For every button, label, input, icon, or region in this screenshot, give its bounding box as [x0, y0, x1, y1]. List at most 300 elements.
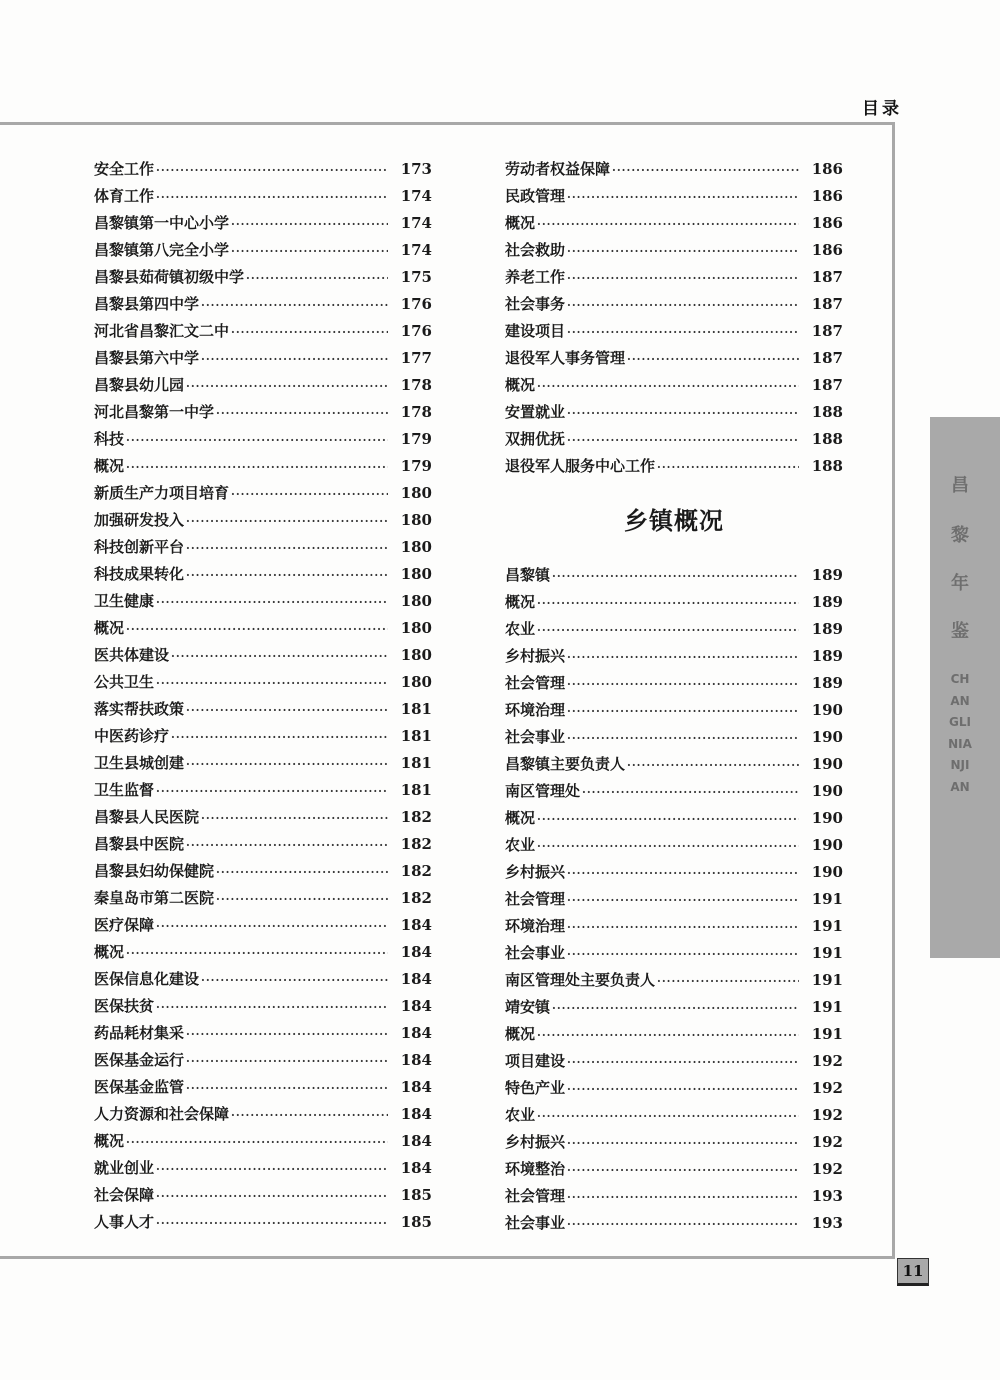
toc-entry[interactable]	[505, 345, 843, 372]
toc-entry[interactable]	[505, 1129, 843, 1156]
toc-entry-label: 医保信息化建设	[94, 970, 200, 988]
toc-entry[interactable]	[94, 1128, 432, 1155]
toc-entry-label: 昌黎县第六中学	[94, 349, 200, 367]
toc-entry-label: 科技成果转化	[94, 565, 185, 583]
toc-entry[interactable]	[94, 723, 432, 750]
toc-entry-label: 科技	[94, 430, 125, 448]
side-tab-char: 年	[951, 573, 969, 594]
toc-entry[interactable]	[94, 885, 432, 912]
dot-leader	[627, 346, 799, 373]
toc-entry-page: 180	[400, 619, 432, 637]
toc-entry-label: 农业	[505, 836, 536, 854]
toc-entry[interactable]	[94, 993, 432, 1020]
dot-leader	[216, 400, 388, 427]
toc-entry-page: 178	[400, 403, 432, 421]
toc-entry-page: 181	[400, 700, 432, 718]
toc-entry[interactable]	[94, 615, 432, 642]
toc-entry[interactable]	[505, 913, 843, 940]
toc-entry-label: 乡村振兴	[505, 1133, 566, 1151]
toc-entry-page: 182	[400, 835, 432, 853]
toc-entry[interactable]	[505, 1021, 843, 1048]
dot-leader	[201, 292, 388, 319]
toc-entry[interactable]	[505, 778, 843, 805]
dot-leader	[567, 1076, 799, 1103]
toc-entry-label: 社会管理	[505, 1187, 566, 1205]
toc-entry-label: 昌黎县妇幼保健院	[94, 862, 215, 880]
toc-entry[interactable]	[505, 805, 843, 832]
toc-entry[interactable]	[505, 1048, 843, 1075]
dot-leader	[567, 671, 799, 698]
toc-entry-page: 192	[811, 1133, 843, 1151]
toc-entry-page: 180	[400, 511, 432, 529]
toc-entry-label: 药品耗材集采	[94, 1024, 185, 1042]
dot-leader	[567, 265, 799, 292]
toc-entry[interactable]	[94, 777, 432, 804]
toc-entry[interactable]	[505, 426, 843, 453]
dot-leader	[537, 833, 799, 860]
toc-entry[interactable]	[505, 1075, 843, 1102]
toc-entry[interactable]	[505, 1210, 843, 1237]
dot-leader	[156, 589, 388, 616]
dot-leader	[567, 725, 799, 752]
toc-entry[interactable]	[505, 1102, 843, 1129]
toc-entry-label: 项目建设	[505, 1052, 566, 1070]
dot-leader	[186, 1075, 388, 1102]
dot-leader	[537, 1022, 799, 1049]
toc-entry-label: 社会事业	[505, 1214, 566, 1232]
toc-entry[interactable]	[94, 642, 432, 669]
toc-entry[interactable]	[505, 643, 843, 670]
toc-entry-label: 加强研发投入	[94, 511, 185, 529]
toc-entry-label: 环境整治	[505, 1160, 566, 1178]
section-heading: 乡镇概况	[624, 507, 724, 535]
toc-entry-label: 农业	[505, 620, 536, 638]
toc-entry-label: 医疗保障	[94, 916, 155, 934]
toc-entry-page: 182	[400, 808, 432, 826]
toc-entry[interactable]	[94, 804, 432, 831]
dot-leader	[126, 427, 388, 454]
dot-leader	[231, 211, 388, 238]
toc-entry-label: 概况	[94, 943, 125, 961]
dot-leader	[156, 670, 388, 697]
toc-entry-page: 192	[811, 1160, 843, 1178]
toc-entry-page: 189	[811, 593, 843, 611]
toc-entry-label: 靖安镇	[505, 998, 551, 1016]
toc-entry[interactable]	[505, 318, 843, 345]
toc-entry[interactable]	[94, 291, 432, 318]
toc-entry[interactable]	[94, 561, 432, 588]
dot-leader	[186, 832, 388, 859]
toc-entry-label: 人力资源和社会保障	[94, 1105, 230, 1123]
toc-entry[interactable]	[94, 1101, 432, 1128]
toc-entry-label: 社会管理	[505, 674, 566, 692]
toc-entry-page: 186	[811, 241, 843, 259]
toc-entry-page: 187	[811, 295, 843, 313]
toc-entry-page: 176	[400, 295, 432, 313]
toc-entry-page: 186	[811, 187, 843, 205]
toc-right-column	[505, 156, 843, 1237]
toc-entry[interactable]	[505, 697, 843, 724]
toc-entry-label: 体育工作	[94, 187, 155, 205]
toc-entry[interactable]	[505, 156, 843, 183]
toc-entry-label: 特色产业	[505, 1079, 566, 1097]
toc-entry-page: 187	[811, 349, 843, 367]
toc-entry-label: 概况	[94, 619, 125, 637]
dot-leader	[186, 1048, 388, 1075]
toc-entry[interactable]	[94, 399, 432, 426]
toc-entry-label: 昌黎镇第八完全小学	[94, 241, 230, 259]
toc-entry[interactable]	[94, 750, 432, 777]
toc-entry-page: 190	[811, 863, 843, 881]
toc-entry[interactable]	[505, 372, 843, 399]
toc-entry-page: 185	[400, 1213, 432, 1231]
toc-entry-label: 昌黎镇	[505, 566, 551, 584]
toc-entry-label: 医保扶贫	[94, 997, 155, 1015]
toc-entry-label: 民政管理	[505, 187, 566, 205]
dot-leader	[567, 238, 799, 265]
toc-entry[interactable]	[505, 967, 843, 994]
toc-entry[interactable]	[94, 939, 432, 966]
dot-leader	[231, 1102, 388, 1129]
toc-entry-label: 社会保障	[94, 1186, 155, 1204]
toc-entry-label: 科技创新平台	[94, 538, 185, 556]
toc-entry-page: 180	[400, 565, 432, 583]
dot-leader	[657, 968, 799, 995]
toc-entry[interactable]	[505, 210, 843, 237]
toc-entry-page: 191	[811, 1025, 843, 1043]
toc-entry-page: 184	[400, 916, 432, 934]
toc-entry[interactable]	[94, 534, 432, 561]
toc-entry-label: 公共卫生	[94, 673, 155, 691]
toc-entry-page: 180	[400, 673, 432, 691]
toc-entry-page: 182	[400, 862, 432, 880]
toc-entry-page: 189	[811, 674, 843, 692]
dot-leader	[537, 806, 799, 833]
toc-entry-page: 178	[400, 376, 432, 394]
dot-leader	[231, 319, 388, 346]
toc-entry[interactable]	[94, 831, 432, 858]
toc-entry-label: 退役军人服务中心工作	[505, 457, 656, 475]
toc-entry[interactable]	[94, 453, 432, 480]
toc-entry[interactable]	[505, 183, 843, 210]
toc-entry-page: 179	[400, 430, 432, 448]
toc-entry-page: 179	[400, 457, 432, 475]
toc-entry-label: 概况	[505, 1025, 536, 1043]
toc-left-column	[94, 156, 432, 1236]
toc-entry-label: 昌黎县人民医院	[94, 808, 200, 826]
toc-entry[interactable]	[505, 1156, 843, 1183]
toc-entry-label: 昌黎镇第一中心小学	[94, 214, 230, 232]
dot-leader	[126, 616, 388, 643]
toc-entry[interactable]	[94, 696, 432, 723]
dot-leader	[156, 1183, 388, 1210]
toc-entry-label: 安全工作	[94, 160, 155, 178]
toc-entry[interactable]	[94, 588, 432, 615]
toc-entry[interactable]	[505, 589, 843, 616]
toc-entry-label: 落实帮扶政策	[94, 700, 185, 718]
toc-entry-label: 河北昌黎第一中学	[94, 403, 215, 421]
toc-entry-page: 182	[400, 889, 432, 907]
toc-entry-label: 概况	[505, 376, 536, 394]
dot-leader	[186, 508, 388, 535]
toc-entry[interactable]	[94, 318, 432, 345]
dot-leader	[186, 751, 388, 778]
toc-entry-page: 181	[400, 727, 432, 745]
dot-leader	[567, 887, 799, 914]
toc-entry-label: 医保基金运行	[94, 1051, 185, 1069]
toc-entry-label: 退役军人事务管理	[505, 349, 626, 367]
toc-entry-page: 180	[400, 592, 432, 610]
dot-leader	[627, 752, 799, 779]
toc-entry-page: 190	[811, 701, 843, 719]
dot-leader	[582, 779, 799, 806]
dot-leader	[537, 1103, 799, 1130]
toc-entry-page: 176	[400, 322, 432, 340]
toc-entry[interactable]	[94, 183, 432, 210]
toc-entry[interactable]	[94, 966, 432, 993]
toc-entry-label: 卫生县城创建	[94, 754, 185, 772]
toc-entry-label: 概况	[505, 809, 536, 827]
toc-entry[interactable]	[505, 562, 843, 589]
dot-leader	[186, 373, 388, 400]
toc-entry-page: 184	[400, 1078, 432, 1096]
toc-entry-page: 189	[811, 620, 843, 638]
dot-leader	[552, 995, 799, 1022]
toc-entry-page: 188	[811, 403, 843, 421]
toc-entry[interactable]	[94, 156, 432, 183]
toc-entry[interactable]	[505, 237, 843, 264]
dot-leader	[186, 562, 388, 589]
toc-entry[interactable]	[505, 751, 843, 778]
toc-entry-page: 190	[811, 836, 843, 854]
toc-entry[interactable]	[94, 1155, 432, 1182]
toc-entry-label: 南区管理处	[505, 782, 581, 800]
toc-entry-page: 186	[811, 214, 843, 232]
dot-leader	[567, 941, 799, 968]
toc-entry-label: 养老工作	[505, 268, 566, 286]
dot-leader	[567, 1130, 799, 1157]
dot-leader	[171, 643, 388, 670]
toc-entry-label: 南区管理处主要负责人	[505, 971, 656, 989]
toc-entry-page: 181	[400, 781, 432, 799]
dot-leader	[186, 535, 388, 562]
toc-entry-page: 193	[811, 1214, 843, 1232]
toc-entry[interactable]	[94, 507, 432, 534]
toc-entry[interactable]	[94, 480, 432, 507]
toc-entry-page: 177	[400, 349, 432, 367]
toc-entry[interactable]	[94, 237, 432, 264]
toc-entry[interactable]	[94, 426, 432, 453]
dot-leader	[552, 563, 799, 590]
toc-entry-page: 190	[811, 809, 843, 827]
toc-entry[interactable]	[94, 372, 432, 399]
dot-leader	[567, 400, 799, 427]
toc-entry-label: 概况	[94, 457, 125, 475]
side-tab	[930, 417, 1000, 958]
toc-entry-label: 昌黎县茹荷镇初级中学	[94, 268, 245, 286]
toc-entry-page: 190	[811, 755, 843, 773]
dot-leader	[126, 1129, 388, 1156]
toc-entry-label: 建设项目	[505, 322, 566, 340]
toc-entry-label: 概况	[505, 214, 536, 232]
toc-entry-page: 187	[811, 268, 843, 286]
toc-entry-label: 新质生产力项目培育	[94, 484, 230, 502]
dot-leader	[567, 914, 799, 941]
dot-leader	[201, 805, 388, 832]
page-header-title: 目录	[862, 99, 902, 119]
toc-entry-page: 187	[811, 376, 843, 394]
dot-leader	[156, 157, 388, 184]
dot-leader	[246, 265, 388, 292]
toc-entry-label: 卫生监督	[94, 781, 155, 799]
toc-entry-page: 191	[811, 998, 843, 1016]
toc-entry-page: 188	[811, 430, 843, 448]
dot-leader	[567, 292, 799, 319]
dot-leader	[156, 994, 388, 1021]
toc-entry-label: 卫生健康	[94, 592, 155, 610]
side-tab-char: 黎	[951, 525, 969, 546]
toc-entry-page: 174	[400, 241, 432, 259]
toc-entry-page: 189	[811, 647, 843, 665]
toc-entry-page: 180	[400, 646, 432, 664]
toc-entry-label: 昌黎县幼儿园	[94, 376, 185, 394]
toc-entry-label: 医共体建设	[94, 646, 170, 664]
toc-entry[interactable]	[94, 1047, 432, 1074]
toc-entry-page: 193	[811, 1187, 843, 1205]
toc-entry-label: 概况	[505, 593, 536, 611]
toc-entry-page: 181	[400, 754, 432, 772]
dot-leader	[231, 481, 388, 508]
toc-entry-label: 环境治理	[505, 701, 566, 719]
dot-leader	[186, 697, 388, 724]
toc-entry-page: 190	[811, 782, 843, 800]
dot-leader	[201, 967, 388, 994]
toc-entry[interactable]	[505, 724, 843, 751]
dot-leader	[537, 617, 799, 644]
toc-entry[interactable]	[505, 886, 843, 913]
toc-entry-page: 192	[811, 1079, 843, 1097]
toc-entry-page: 188	[811, 457, 843, 475]
toc-right-top-list	[505, 156, 843, 480]
dot-leader	[567, 644, 799, 671]
dot-leader	[537, 590, 799, 617]
toc-entry-label: 社会管理	[505, 890, 566, 908]
dot-leader	[567, 319, 799, 346]
toc-entry[interactable]	[94, 1209, 432, 1236]
toc-entry[interactable]	[505, 832, 843, 859]
toc-entry[interactable]	[505, 453, 843, 480]
dot-leader	[567, 1049, 799, 1076]
dot-leader	[612, 157, 799, 184]
dot-leader	[567, 427, 799, 454]
toc-entry-page: 192	[811, 1052, 843, 1070]
toc-entry-page: 174	[400, 214, 432, 232]
toc-entry[interactable]	[94, 1020, 432, 1047]
toc-entry-page: 184	[400, 1105, 432, 1123]
toc-entry-label: 昌黎县第四中学	[94, 295, 200, 313]
toc-entry[interactable]	[94, 912, 432, 939]
dot-leader	[567, 860, 799, 887]
dot-leader	[156, 184, 388, 211]
toc-entry-label: 昌黎镇主要负责人	[505, 755, 626, 773]
toc-entry[interactable]	[505, 994, 843, 1021]
toc-entry-label: 社会事业	[505, 728, 566, 746]
toc-entry-page: 173	[400, 160, 432, 178]
toc-entry-label: 中医药诊疗	[94, 727, 170, 745]
toc-entry-page: 190	[811, 728, 843, 746]
toc-entry[interactable]	[94, 264, 432, 291]
toc-entry[interactable]	[94, 1182, 432, 1209]
dot-leader	[567, 1211, 799, 1238]
toc-entry-label: 人事人才	[94, 1213, 155, 1231]
dot-leader	[567, 1157, 799, 1184]
dot-leader	[126, 454, 388, 481]
toc-entry-label: 环境治理	[505, 917, 566, 935]
dot-leader	[171, 724, 388, 751]
toc-entry-label: 安置就业	[505, 403, 566, 421]
toc-entry-page: 184	[400, 1024, 432, 1042]
dot-leader	[567, 698, 799, 725]
toc-entry[interactable]	[94, 1074, 432, 1101]
toc-entry-label: 就业创业	[94, 1159, 155, 1177]
toc-entry-page: 184	[400, 1159, 432, 1177]
side-tab-char: 鉴	[951, 621, 969, 642]
dot-leader	[567, 1184, 799, 1211]
toc-entry-label: 社会救助	[505, 241, 566, 259]
toc-entry[interactable]	[505, 670, 843, 697]
toc-entry[interactable]	[505, 1183, 843, 1210]
toc-entry-label: 概况	[94, 1132, 125, 1150]
side-tab-char: 昌	[951, 475, 969, 496]
dot-leader	[216, 886, 388, 913]
dot-leader	[201, 346, 388, 373]
dot-leader	[657, 454, 799, 481]
toc-entry-page: 186	[811, 160, 843, 178]
toc-entry-page: 184	[400, 997, 432, 1015]
toc-entry-page: 174	[400, 187, 432, 205]
toc-entry[interactable]	[94, 858, 432, 885]
toc-entry[interactable]	[505, 291, 843, 318]
toc-entry-page: 191	[811, 971, 843, 989]
toc-entry-label: 医保基金监管	[94, 1078, 185, 1096]
toc-entry-page: 180	[400, 538, 432, 556]
dot-leader	[126, 940, 388, 967]
dot-leader	[156, 1156, 388, 1183]
toc-entry-page: 184	[400, 1051, 432, 1069]
toc-entry[interactable]	[505, 859, 843, 886]
toc-entry[interactable]	[94, 345, 432, 372]
toc-entry[interactable]	[505, 616, 843, 643]
toc-entry-label: 乡村振兴	[505, 863, 566, 881]
toc-entry[interactable]	[505, 940, 843, 967]
dot-leader	[537, 211, 799, 238]
toc-entry[interactable]	[505, 264, 843, 291]
dot-leader	[186, 1021, 388, 1048]
toc-entry-label: 秦皇岛市第二医院	[94, 889, 215, 907]
toc-entry[interactable]	[94, 669, 432, 696]
toc-entry-page: 191	[811, 917, 843, 935]
toc-entry-label: 乡村振兴	[505, 647, 566, 665]
dot-leader	[231, 238, 388, 265]
dot-leader	[537, 373, 799, 400]
dot-leader	[156, 1210, 388, 1237]
toc-entry-page: 180	[400, 484, 432, 502]
toc-entry-page: 184	[400, 943, 432, 961]
toc-entry[interactable]	[505, 399, 843, 426]
toc-entry-page: 191	[811, 890, 843, 908]
toc-entry-page: 191	[811, 944, 843, 962]
toc-entry[interactable]	[94, 210, 432, 237]
